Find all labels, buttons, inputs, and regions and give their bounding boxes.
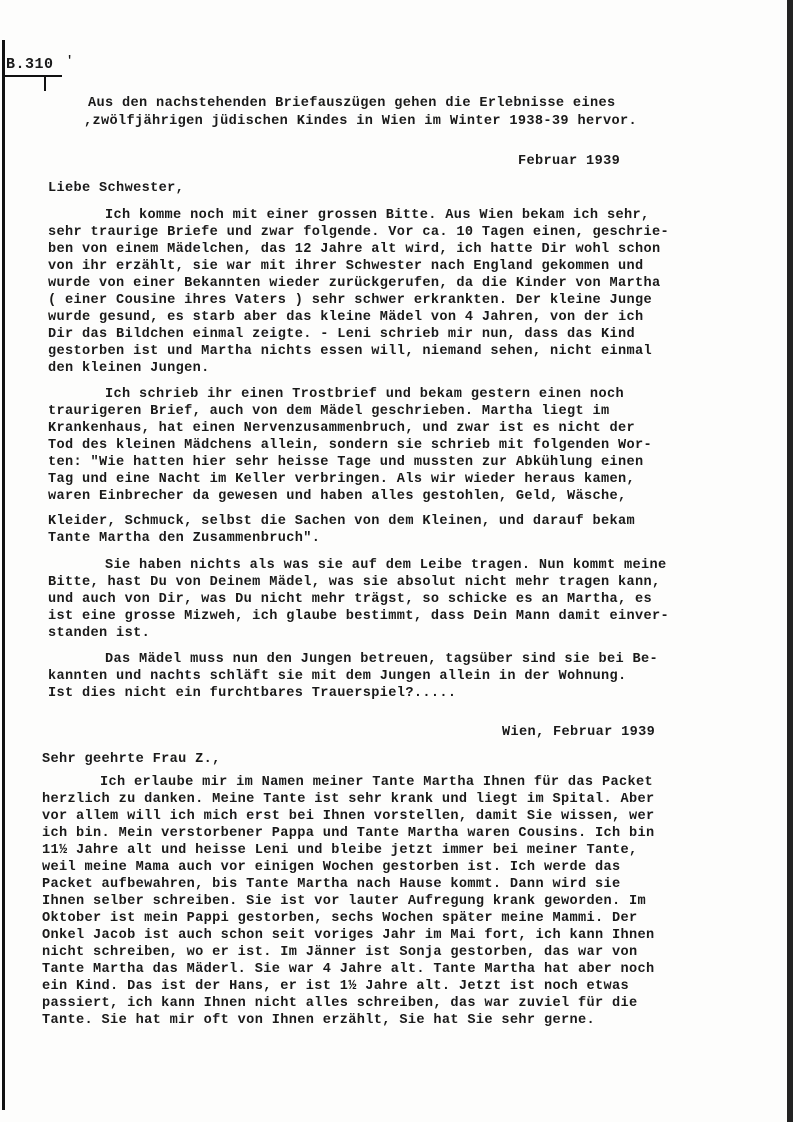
letter2-p1-line: ein Kind. Das ist der Hans, er ist 1½ Jahre alt. Jetzt ist noch etwas bbox=[42, 979, 630, 994]
archive-reference bbox=[6, 56, 54, 73]
intro-line: ,zwölfjährigen jüdischen Kindes in Wien im Winter 1938-39 hervor. bbox=[84, 114, 637, 129]
letter2-p1-line: Tante. Sie hat mir oft von Ihnen erzählt, Sie hat Sie sehr gerne. bbox=[42, 1013, 595, 1028]
letter2-p1-line: weil meine Mama auch vor einigen Wochen gestorben ist. Ich werde das bbox=[42, 860, 621, 875]
letter1-p1-line: Ich komme noch mit einer grossen Bitte. Aus Wien bekam ich sehr, bbox=[105, 208, 650, 223]
letter1-p3-line: Sie haben nichts als was sie auf dem Leibe tragen. Nun kommt meine bbox=[105, 558, 667, 573]
letter2-p1-line: vor allem will ich mich erst bei Ihnen vorstellen, damit Sie wissen, wer bbox=[42, 809, 655, 824]
letter1-p2-line: waren Einbrecher da gewesen und haben alles gestohlen, Geld, Wäsche, bbox=[48, 489, 627, 504]
letter1-p1-line: den kleinen Jungen. bbox=[48, 361, 210, 376]
letter2-p1-line: ich bin. Mein verstorbener Pappa und Tante Martha waren Cousins. Ich bin bbox=[42, 826, 655, 841]
letter1-p2-line: Tod des kleinen Mädchens allein, sondern sie schrieb mit folgenden Wor- bbox=[48, 438, 653, 453]
letter1-p4-line: Das Mädel muss nun den Jungen betreuen, tagsüber sind sie bei Be- bbox=[105, 652, 658, 667]
letter1-p3-line: ist eine grosse Mizweh, ich glaube bestimmt, dass Dein Mann damit einver- bbox=[48, 609, 670, 624]
letter1-p2b-line: Tante Martha den Zusammenbruch". bbox=[48, 531, 321, 546]
letter1-p3-line: Bitte, hast Du von Deinem Mädel, was sie absolut nicht mehr tragen kann, bbox=[48, 575, 661, 590]
archive-reference-underline bbox=[4, 75, 62, 77]
letter1-p1-line: wurde gesund, es starb aber das kleine Mädel von 4 Jahren, von der ich bbox=[48, 310, 644, 325]
letter1-p2-line: Tag und eine Nacht im Keller verbringen. Als wir wieder heraus kamen, bbox=[48, 472, 636, 487]
letter1-p1-line: wurde von einer Bekannten wieder zurückgerufen, da die Kinder von Martha bbox=[48, 276, 661, 291]
letter2-p1-line: Packet aufbewahren, bis Tante Martha nach Hause kommt. Dann wird sie bbox=[42, 877, 621, 892]
letter1-p2b-line: Kleider, Schmuck, selbst die Sachen von dem Kleinen, und darauf bekam bbox=[48, 514, 636, 529]
letter1-p3-line: standen ist. bbox=[48, 626, 151, 641]
letter1-p1-line: von ihr erzählt, sie war mit ihrer Schwester nach England gekommen und bbox=[48, 259, 644, 274]
letter2-p1-line: Ich erlaube mir im Namen meiner Tante Martha Ihnen für das Packet bbox=[100, 775, 653, 790]
letter2-p1-line: Tante Martha das Mäderl. Sie war 4 Jahre alt. Tante Martha hat aber noch bbox=[42, 962, 655, 977]
letter2-salutation: Sehr geehrte Frau Z., bbox=[42, 752, 221, 767]
letter2-date: Wien, Februar 1939 bbox=[502, 725, 656, 740]
letter2-p1-line: Oktober ist mein Pappi gestorben, sechs Wochen später meine Mammi. Der bbox=[42, 911, 638, 926]
letter1-p1-line: ( einer Cousine ihres Vaters ) sehr schwer erkrankten. Der kleine Junge bbox=[48, 293, 653, 308]
archive-tick-mark: ' bbox=[66, 54, 74, 68]
archive-reference-text: B.310 bbox=[6, 56, 54, 73]
letter1-p1-line: Dir das Bildchen einmal zeigte. - Leni schrieb mir nun, dass das Kind bbox=[48, 327, 636, 342]
intro-line: Aus den nachstehenden Briefauszügen gehen die Erlebnisse eines bbox=[88, 96, 616, 111]
letter1-p1-line: gestorben ist und Martha nichts essen will, niemand sehen, nicht einmal bbox=[48, 344, 653, 359]
letter2-p1-line: herzlich zu danken. Meine Tante ist sehr krank und liegt im Spital. Aber bbox=[42, 792, 655, 807]
letter1-p2-line: Krankenhaus, hat einen Nervenzusammenbruch, und zwar ist es nicht der bbox=[48, 421, 636, 436]
letter1-p2-line: traurigeren Brief, auch von dem Mädel geschrieben. Martha liegt im bbox=[48, 404, 610, 419]
left-margin-rule bbox=[2, 40, 5, 1110]
letter1-p1-line: sehr traurige Briefe und zwar folgende. Vor ca. 10 Tagen einen, geschrie- bbox=[48, 225, 670, 240]
letter1-p3-line: und auch von Dir, was Du nicht mehr trägst, so schicke es an Martha, es bbox=[48, 592, 653, 607]
letter1-p4-line: kannten und nachts schläft sie mit dem Jungen allein in der Wohnung. bbox=[48, 669, 627, 684]
letter1-p2-line: Ich schrieb ihr einen Trostbrief und bekam gestern einen noch bbox=[105, 387, 624, 402]
letter2-p1-line: Onkel Jacob ist auch schon seit voriges Jahr im Mai fort, ich kann Ihnen bbox=[42, 928, 655, 943]
letter1-salutation: Liebe Schwester, bbox=[48, 181, 185, 196]
archive-vertical-mark bbox=[44, 75, 46, 91]
letter1-p2-line: ten: "Wie hatten hier sehr heisse Tage und mussten zur Abkühlung einen bbox=[48, 455, 644, 470]
letter2-p1-line: 11½ Jahre alt und heisse Leni und bleibe jetzt immer bei meiner Tante, bbox=[42, 843, 638, 858]
letter2-p1-line: Ihnen selber schreiben. Sie ist vor lauter Aufregung krank geworden. Im bbox=[42, 894, 647, 909]
letter1-p1-line: ben von einem Mädelchen, das 12 Jahre alt wird, ich hatte Dir wohl schon bbox=[48, 242, 661, 257]
letter2-p1-line: passiert, ich kann Ihnen nicht alles schreiben, das war zuviel für die bbox=[42, 996, 638, 1011]
letter2-p1-line: nicht schreiben, wo er ist. Im Jänner ist Sonja gestorben, das war von bbox=[42, 945, 638, 960]
letter1-date: Februar 1939 bbox=[518, 154, 621, 169]
letter1-p4-line: Ist dies nicht ein furchtbares Trauerspiel?..... bbox=[48, 686, 457, 701]
